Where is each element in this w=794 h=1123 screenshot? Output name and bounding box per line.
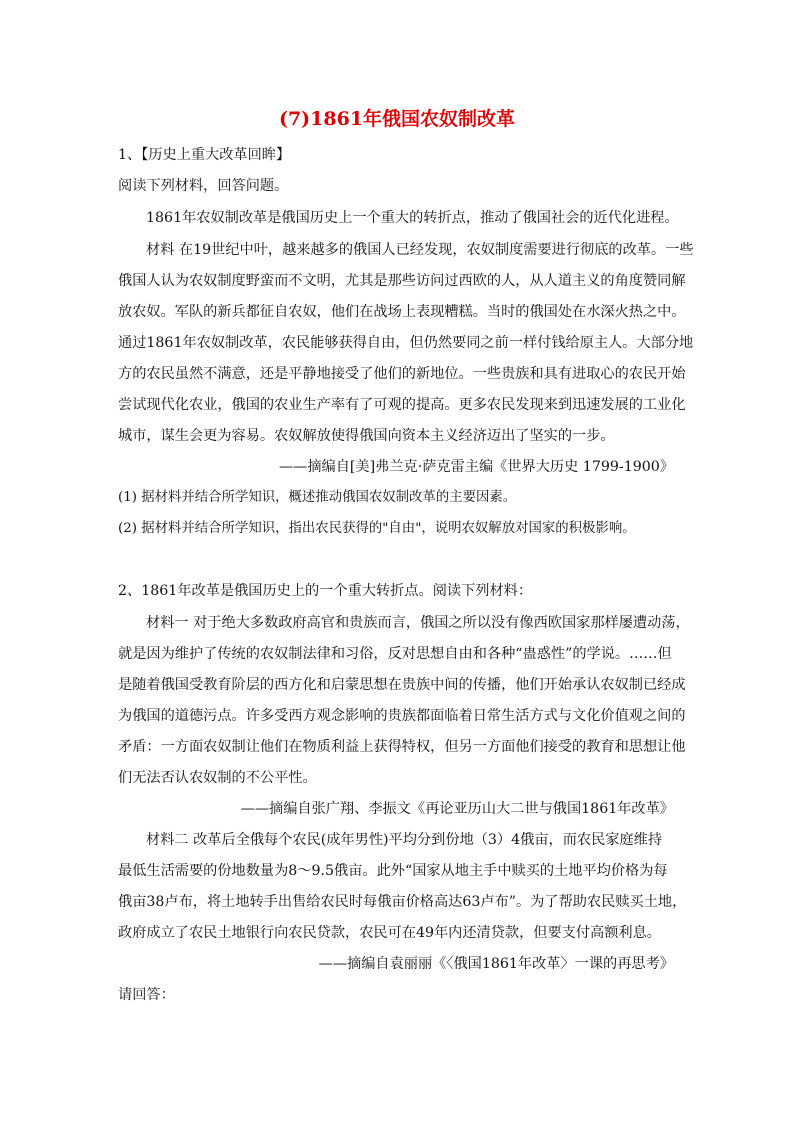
q2-source-2: ——摘编自袁丽丽《〈俄国1861年改革〉一课的再思考》 (318, 956, 674, 972)
q1-material-line: 方的农民虽然不满意，还是平静地接受了他们的新地位。一些贵族和具有进取心的农民开始 (118, 366, 686, 382)
q2-source-1: ——摘编自张广翔、李振文《再论亚历山大二世与俄国1861年改革》 (240, 801, 674, 817)
q1-material-line: 材料 在19世纪中叶，越来越多的俄国人已经发现，农奴制度需要进行彻底的改革。一些 (146, 242, 694, 258)
q2-material2-line: 俄亩38卢布，将土地转手出售给农民时每俄亩价格高达63卢布”。为了帮助农民赎买土地， (118, 894, 687, 910)
q1-header: 1、【历史上重大改革回眸】 (118, 147, 291, 163)
q1-material-line: 放农奴。军队的新兵都征自农奴，他们在战场上表现糟糕。当时的俄国处在水深火热之中。 (118, 304, 686, 320)
q1-instruction: 阅读下列材料，回答问题。 (118, 178, 289, 194)
q2-material1-line: 就是因为维护了传统的农奴制法律和习俗，反对思想自由和各种“蛊惑性”的学说。……但 (118, 646, 672, 662)
q2-material1-line: 为俄国的道德污点。许多受西方观念影响的贵族都面临着日常生活方式与文化价值观之间的 (118, 708, 686, 724)
q1-material-line: 俄国人认为农奴制度野蛮而不文明，尤其是那些访问过西欧的人，从人道主义的角度赞同解 (118, 273, 686, 289)
q2-material1-line: 矛盾：一方面农奴制让他们在物质利益上获得特权，但另一方面他们接受的教育和思想让他 (118, 739, 686, 755)
q2-material1-line: 们无法否认农奴制的不公平性。 (118, 770, 317, 786)
q1-material-line: 城市，谋生会更为容易。农奴解放使得俄国向资本主义经济迈出了坚实的一步。 (118, 428, 615, 444)
q1-intro: 1861年农奴制改革是俄国历史上一个重大的转折点，推动了俄国社会的近代化进程。 (146, 210, 679, 226)
q1-material-line: 尝试现代化农业，俄国的农业生产率有了可观的提高。更多农民发现来到迅速发展的工业化 (118, 397, 686, 413)
q2-material2-line: 最低生活需要的份地数量为8～9.5俄亩。此外“国家从地主手中赎买的土地平均价格为每 (118, 863, 668, 879)
q2-material1-line: 材料一 对于绝大多数政府高官和贵族而言，俄国之所以没有像西欧国家那样屡遭动荡， (146, 615, 690, 631)
q1-question-2: (2) 据材料并结合所学知识，指出农民获得的"自由"，说明农奴解放对国家的积极影响。 (118, 521, 636, 536)
q2-material1-line: 是随着俄国受教育阶层的西方化和启蒙思想在贵族中间的传播，他们开始承认农奴制已经成 (118, 677, 686, 693)
q2-header: 2、1861年改革是俄国历史上的一个重大转折点。阅读下列材料： (118, 583, 533, 599)
q2-material2-line: 材料二 改革后全俄每个农民(成年男性)平均分到份地（3）4俄亩，而农民家庭维持 (146, 832, 663, 848)
q1-source: ——摘编自[美]弗兰克·萨克雷主编《世界大历史 1799-1900》 (278, 459, 674, 475)
q2-material2-line: 政府成立了农民土地银行向农民贷款，农民可在49年内还清贷款，但要支付高额利息。 (118, 925, 661, 941)
document-title: (7)1861年俄国农奴制改革 (278, 108, 516, 130)
q1-material-line: 通过1861年农奴制改革，农民能够获得自由，但仍然要同之前一样付钱给原主人。大部分地 (118, 335, 694, 351)
q1-question-1: (1) 据材料并结合所学知识，概述推动俄国农奴制改革的主要因素。 (118, 490, 517, 505)
q2-prompt: 请回答： (118, 987, 175, 1003)
